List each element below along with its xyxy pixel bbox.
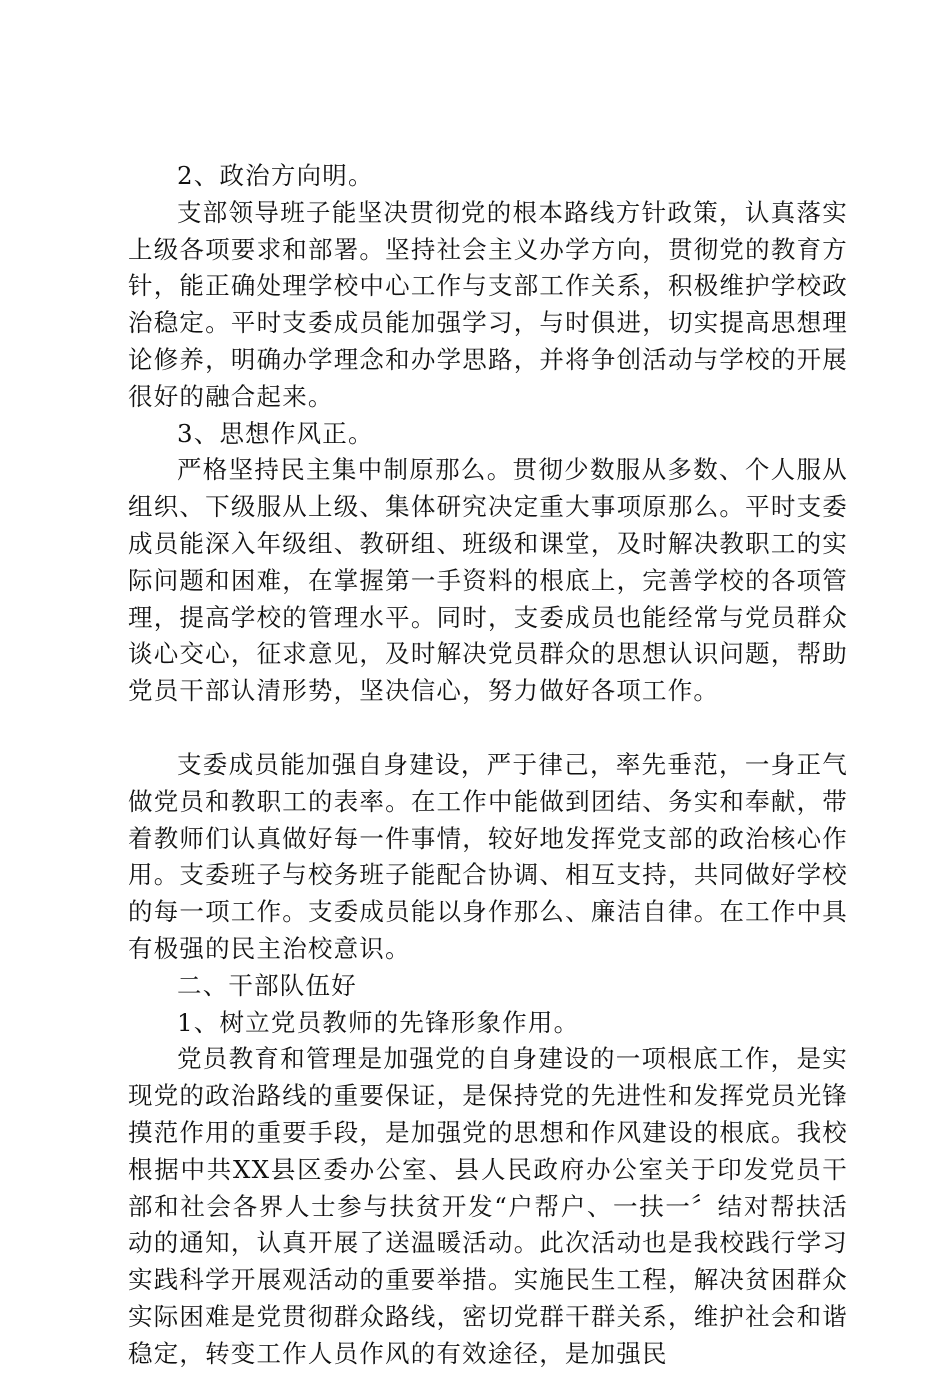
paragraph-party-member-education: 党员教育和管理是加强党的自身建设的一项根底工作，是实现党的政治路线的重要保证，是保持党的先进性和发挥党员光锋摸范作用的重要手段，是加强党的思想和作风建设的根底。我校根据中共XX县区委办公室、县人民政府办公室关于印发党员干部和社会各界人士参与扶贫开发“户帮户、一扶一〞结对帮扶活动的通知，认真开展了送温暖活动。此次活动也是我校践行学习实践科学开展观活动的重要举措。实施民生工程，解决贫困群众实际困难是党贯彻群众路线，密切党群干群关系，维护社会和谐稳定，转变工作人员作风的有效途径，是加强民: [128, 1044, 848, 1368]
heading-cadre-team: 二、干部队伍好: [177, 970, 357, 1000]
paragraph-political-direction: 支部领导班子能坚决贯彻党的根本路线方针政策，认真落实上级各项要求和部署。坚持社会主义办学方向，贯彻党的教育方针，能正确处理学校中心工作与支部工作关系，积极维护学校政治稳定。平时支委成员能加强学习，与时俱进，切实提高思想理论修养，明确办学理念和办学思路，并将争创活动与学校的开展很好的融合起来。: [128, 197, 848, 411]
paragraph-ideological-style: 严格坚持民主集中制原那么。贯彻少数服从多数、个人服从组织、下级服从上级、集体研究决定重大事项原那么。平时支委成员能深入年级组、教研组、班级和课堂，及时解决教职工的实际问题和困难，在掌握第一手资料的根底上，完善学校的各项管理，提高学校的管理水平。同时，支委成员也能经常与党员群众谈心交心，征求意见，及时解决党员群众的思想认识问题，帮助党员干部认清形势，坚决信心，努力做好各项工作。: [128, 455, 848, 706]
paragraph-spacer: [128, 710, 848, 747]
heading-ideological-style: 3、思想作风正。: [177, 418, 374, 448]
heading-political-direction: 2、政治方向明。: [177, 161, 374, 190]
paragraph-self-building: 支委成员能加强自身建设，严于律己，率先垂范，一身正气做党员和教职工的表率。在工作中能做到团结、务实和奉献，带着教师们认真做好每一件事情，较好地发挥党支部的政治核心作用。支委班子与校务班子能配合协调、相互支持，共同做好学校的每一项工作。支委成员能以身作那么、廉洁自律。在工作中具有极强的民主治校意识。: [128, 749, 848, 963]
document-body: [128, 158, 848, 1373]
heading-vanguard-image: 1、树立党员教师的先锋形象作用。: [177, 1007, 580, 1037]
